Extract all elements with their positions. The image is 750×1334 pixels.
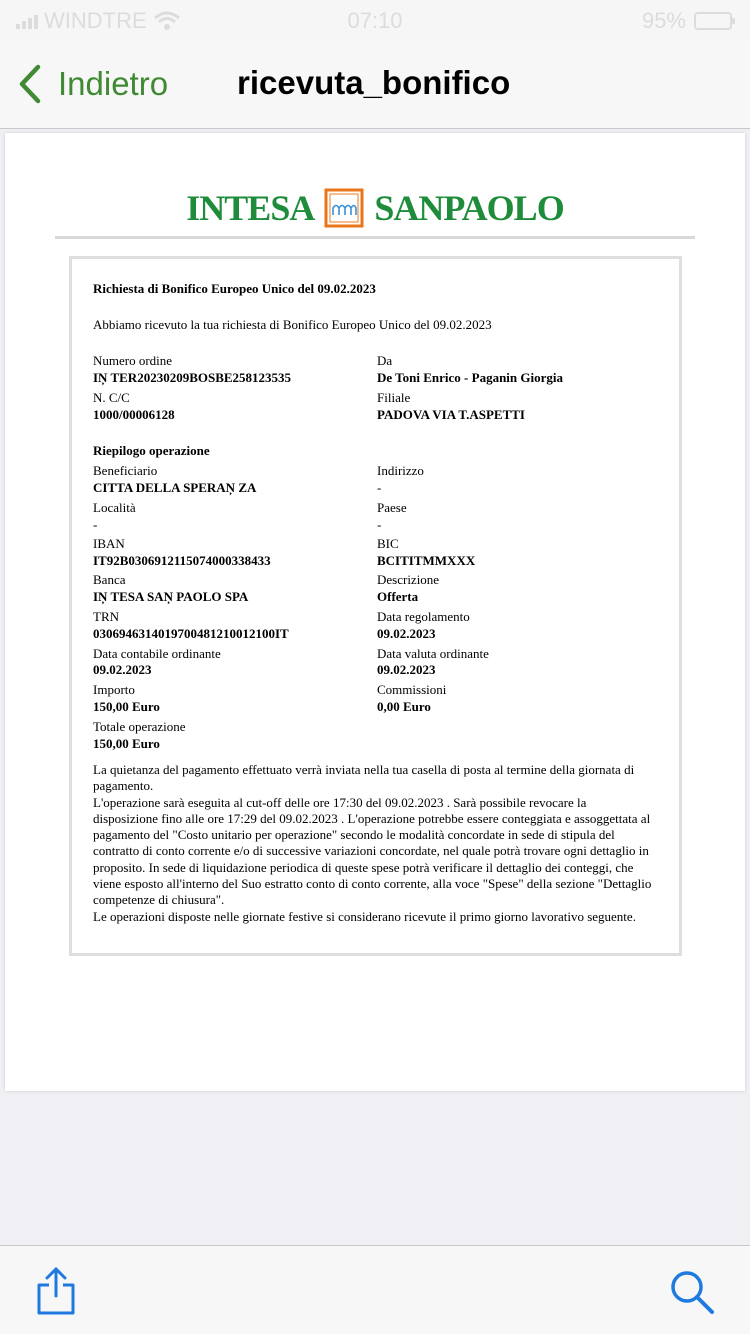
banca-value: IŅ TESA SAŅ PAOLO SPA <box>93 589 249 604</box>
logo-mark-icon <box>324 188 364 228</box>
logo-word-left: INTESA <box>186 188 315 228</box>
note-paragraph-cutoff: L'operazione sarà eseguita al cut-off delle ore 17:30 del 09.02.2023 . Sarà possibile revocare la disposizione fino alle ore 17:29 del 09.02.2023 . L'operazione potrebbe essere conteggiata e assoggettata al pagamento del "Costo unitario per operazione" secondo le modalità concordate in sede di stipula del contratto di conto corrente e/o di successive variazioni concordate, nel quale potrà trovare ogni dettaglio in proposito. In sede di liquidazione periodica di queste spese potrà verificare il dettaglio dei conteggi, che viene esposto all'interno del Suo estratto conto di conto corrente, alla voce "Spese" della sezione "Dettaglio competenze di chiusura". <box>93 794 652 908</box>
status-bar <box>0 0 750 40</box>
localita-value: - <box>93 517 98 532</box>
status-time: 07:10 <box>347 8 403 33</box>
descrizione-value: Offerta <box>377 589 419 604</box>
beneficiario-label: Beneficiario <box>93 463 158 478</box>
da-label: Da <box>377 353 393 368</box>
receipt-box <box>69 256 682 956</box>
descrizione-label: Descrizione <box>377 572 440 587</box>
indirizzo-value: - <box>377 480 382 495</box>
logo-divider <box>55 236 695 239</box>
bic-label: BIC <box>377 536 399 551</box>
banca-label: Banca <box>93 572 126 587</box>
share-icon[interactable] <box>34 1266 78 1316</box>
trn-value: 0306946314019700481210012100IT <box>93 626 289 641</box>
document-page <box>5 133 745 1091</box>
numero-ordine-label: Numero ordine <box>93 353 173 368</box>
commissioni-value: 0,00 Euro <box>377 699 431 714</box>
battery-icon <box>694 12 732 30</box>
logo-word-right: SANPAOLO <box>374 188 564 228</box>
note-paragraph-quietanza: La quietanza del pagamento effettuato verrà inviata nella tua casella di posta al termine della giornata di pagamento. <box>93 762 635 794</box>
receipt-intro: Abbiamo ricevuto la tua richiesta di Bonifico Europeo Unico del 09.02.2023 <box>93 317 492 332</box>
data-contabile-label: Data contabile ordinante <box>93 646 221 661</box>
importo-label: Importo <box>93 682 135 697</box>
ncc-value: 1000/00006128 <box>93 407 175 422</box>
bic-value: BCITITMMXXX <box>377 553 476 568</box>
iban-label: IBAN <box>93 536 125 551</box>
filiale-label: Filiale <box>377 390 411 405</box>
trn-label: TRN <box>93 609 119 624</box>
importo-value: 150,00 Euro <box>93 699 160 714</box>
indirizzo-label: Indirizzo <box>377 463 424 478</box>
data-valuta-label: Data valuta ordinante <box>377 646 489 661</box>
navigation-bar <box>0 40 750 129</box>
localita-label: Località <box>93 500 136 515</box>
back-button[interactable] <box>16 62 168 106</box>
receipt-heading: Richiesta di Bonifico Europeo Unico del 09.02.2023 <box>93 281 376 296</box>
bottom-toolbar <box>0 1245 750 1334</box>
status-right <box>642 8 732 34</box>
carrier-name: WINDTRE <box>44 8 147 33</box>
totale-value: 150,00 Euro <box>93 736 160 751</box>
back-label: Indietro <box>58 65 169 102</box>
totale-label: Totale operazione <box>93 719 186 734</box>
data-contabile-value: 09.02.2023 <box>93 662 152 677</box>
paese-value: - <box>377 517 382 532</box>
note-paragraph-festive: Le operazioni disposte nelle giornate festive si considerano ricevute il primo giorno lavorativo seguente. <box>93 908 636 924</box>
numero-ordine-value: IŅ TER20230209BOSBE258123535 <box>93 370 292 385</box>
search-icon[interactable] <box>668 1268 716 1316</box>
iban-value: IT92B0306912115074000338433 <box>93 553 271 568</box>
data-regolamento-label: Data regolamento <box>377 609 470 624</box>
beneficiario-value: CITTA DELLA SPERAŅ ZA <box>93 480 257 495</box>
filiale-value: PADOVA VIA T.ASPETTI <box>377 407 525 422</box>
commissioni-label: Commissioni <box>377 682 447 697</box>
riepilogo-heading: Riepilogo operazione <box>93 443 210 458</box>
data-valuta-value: 09.02.2023 <box>377 662 436 677</box>
da-value: De Toni Enrico - Paganin Giorgia <box>377 370 563 385</box>
data-regolamento-value: 09.02.2023 <box>377 626 436 641</box>
battery-percent: 95% <box>641 8 686 33</box>
page-title: ricevuta_bonifico <box>237 64 511 101</box>
paese-label: Paese <box>377 500 407 515</box>
receipt-notes <box>93 762 653 925</box>
chevron-left-icon <box>16 62 44 106</box>
ncc-label: N. C/C <box>93 390 130 405</box>
bank-logo <box>5 183 745 233</box>
